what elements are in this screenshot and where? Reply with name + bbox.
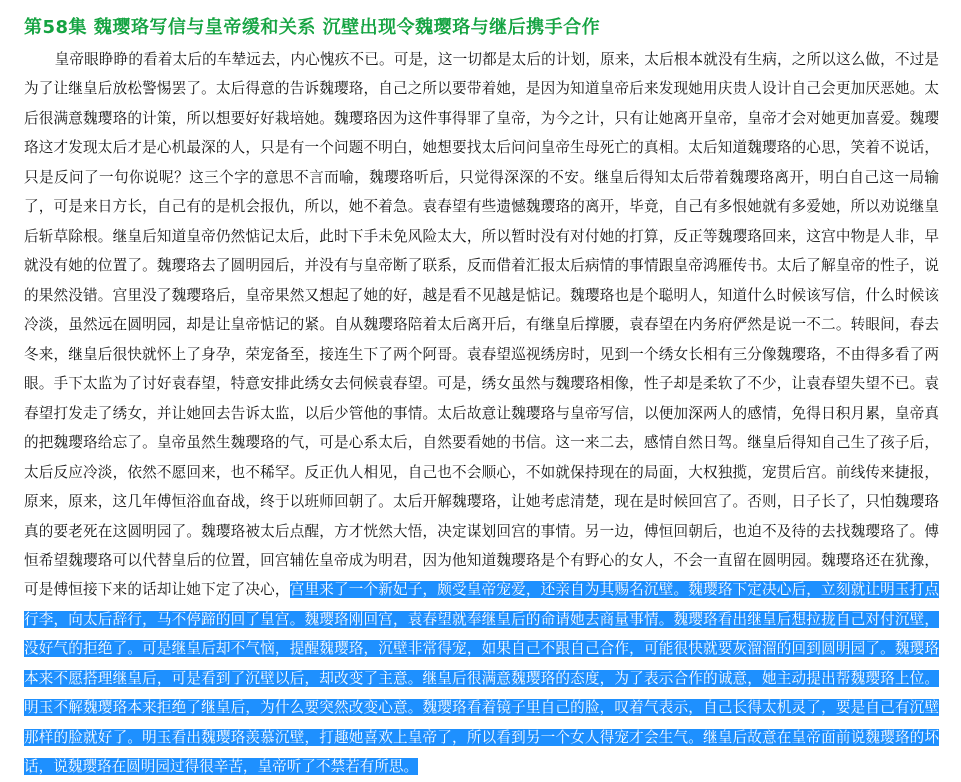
paragraph-text: 继皇后得知太后带着魏璎珞离开，明白自己这一局输了，可是来日方长，自己有的是机会报仇，所以，她不着急。袁春望有些遗憾魏璎珞的离开，毕竟，自己有多恨她就有多爱她，所以劝说继皇后斩草除根。继皇后知道皇帝仍然惦记太后，此时下手未免风险太大，所以暂时没有对付她的打算，反正等魏璎珞回来，这宫中物是人非，早就没有她的位置了。魏璎珞去了圆明园后，并没有与皇帝断了联系，反而借着汇报太后病情的事情跟皇帝鸿雁传书。太后了解皇帝的性子，说的果然没错。宫里没了魏璎珞后，皇帝果然又想起了她的好，越是看不见越是惦记。魏璎珞也是个聪明人，知道什么时候该写信，什么时候该冷淡，虽然远在圆明园，却是让皇帝惦记的紧。 xyxy=(24,168,939,334)
paragraph-text: 自从魏璎珞陪着太后离开后，有继皇后撑腰，袁春望在内务府俨然是说一不二。转眼间，春去冬来，继皇后很快就怀上了身孕，荣宠备至，接连生下了两个阿哥。袁春望巡视绣房时，见到一个绣女长相有三分像魏璎珞，不由得多看了两眼。手下太监为了讨好袁春望，特意安排此绣女去伺候袁春望。可是，绣女虽然与魏璎珞相像，性子却是柔软了不少，让袁春望失望不已。袁春望打发走了绣女，并让她回去告诉太监，以后少管他的事情。太后故意让魏璎珞与皇帝写信，以便加深两人的感情，免得日积月累，皇帝真的把魏璎珞给忘了。皇帝虽然生魏璎珞的气，可是心系太后，自然要看她的书信。这一来二去，感情自然日驾。继皇后得知自己生了孩子后，太后反应冷淡，依然不愿回来，也不稀罕。反正仇人相见，自己也不会顺心，不如就保持现在的局面，大权独揽，宠贯后宫。前线传来捷报，原来，原来，这几年傅恒浴血奋战，终于以班师回朝了。 xyxy=(24,316,939,511)
paragraph-text: 皇帝眼睁睁的看着太后的车辇远去，内心愧疚不已。可是，这一切都是太后的计划，原来，太后根本就没有生病，之所以这么做，不过是为了让继皇后放松警惕罢了。太后得意的告诉魏璎珞，自己之所以要带着她，是因为知道皇帝后来发现她用庆贵人设计自己会更加厌恶她。太后很满意魏璎珞的计策，所以想要好好栽培她。魏璎珞因为这件事得罪了皇帝，为今之计，只有让她离开皇帝，皇帝才会对她更加喜爱。魏璎珞这才发现太后才是心机最深的人，只是有一个问题不明白，她想要找太后问问皇帝生母死亡的真相。太后知道魏璎珞的心思，笑着不说话，只是反问了一句你说呢？这三个字的意思不言而喻，魏璎珞听后，只觉得深深的不安。 xyxy=(24,51,939,186)
selected-text[interactable]: 明玉不解魏璎珞本来拒绝了继皇后，为什么要突然改变心意。魏璎珞看着镜子里自己的脸，叹着气表示，自己长得太机灵了，要是自己有沉壁那样的脸就好了。明玉看出魏璎珞羡慕沉壁，打趣她喜欢上皇帝了，所以看到另一个女人得宠才会生气。继皇后故意在皇帝面前说魏璎珞的坏话，说魏璎珞在圆明园过得很辛苦，皇帝听了不禁若有所思。 xyxy=(24,699,939,776)
paragraph-text: 太后开解魏璎珞，让她考虑清楚，现在是时候回宫了。否则，日子长了，只怕魏璎珞真的要老死在这圆明园了。魏璎珞被太后点醒，方才恍然大悟，决定谋划回宫的事情。另一边，傅恒回朝后，也迫不及待的去找魏璎珞了。傅恒希望魏璎珞可以代替皇后的位置，回宫辅佐皇帝成为明君，因为他知道魏璎珞是个有野心的女人，不会一直留在圆明园。魏璎珞还在犹豫，可是傅恒接下来的话却让她下定了决心， xyxy=(24,493,939,599)
selected-text[interactable]: 宫里来了一个新妃子，颇受皇帝宠爱，还亲自为其赐名沉壁。魏璎珞下定决心后，立刻就让明玉打点行李，向太后辞行，马不停蹄的回了皇宫。魏璎珞刚回宫，袁春望就奉继皇后的命请她去商量事情。魏璎珞看出继皇后想拉拢自己对付沉壁，没好气的拒绝了。可是继皇后却不气恼，提醒魏璎珞，沉壁非常得宠，如果自己不跟自己合作，可能很快就要灰溜溜的回到圆明园了。魏璎珞本来不愿搭理继皇后，可是看到了沉壁以后，却改变了主意。继皇后很满意魏璎珞的态度，为了表示合作的诚意，她主动提出帮魏璎珞上位。 xyxy=(24,581,939,687)
paragraph xyxy=(24,45,939,782)
article-body xyxy=(24,45,941,782)
page-title: 第58集 魏璎珞写信与皇帝缓和关系 沉壁出现令魏璎珞与继后携手合作 xyxy=(24,17,601,38)
